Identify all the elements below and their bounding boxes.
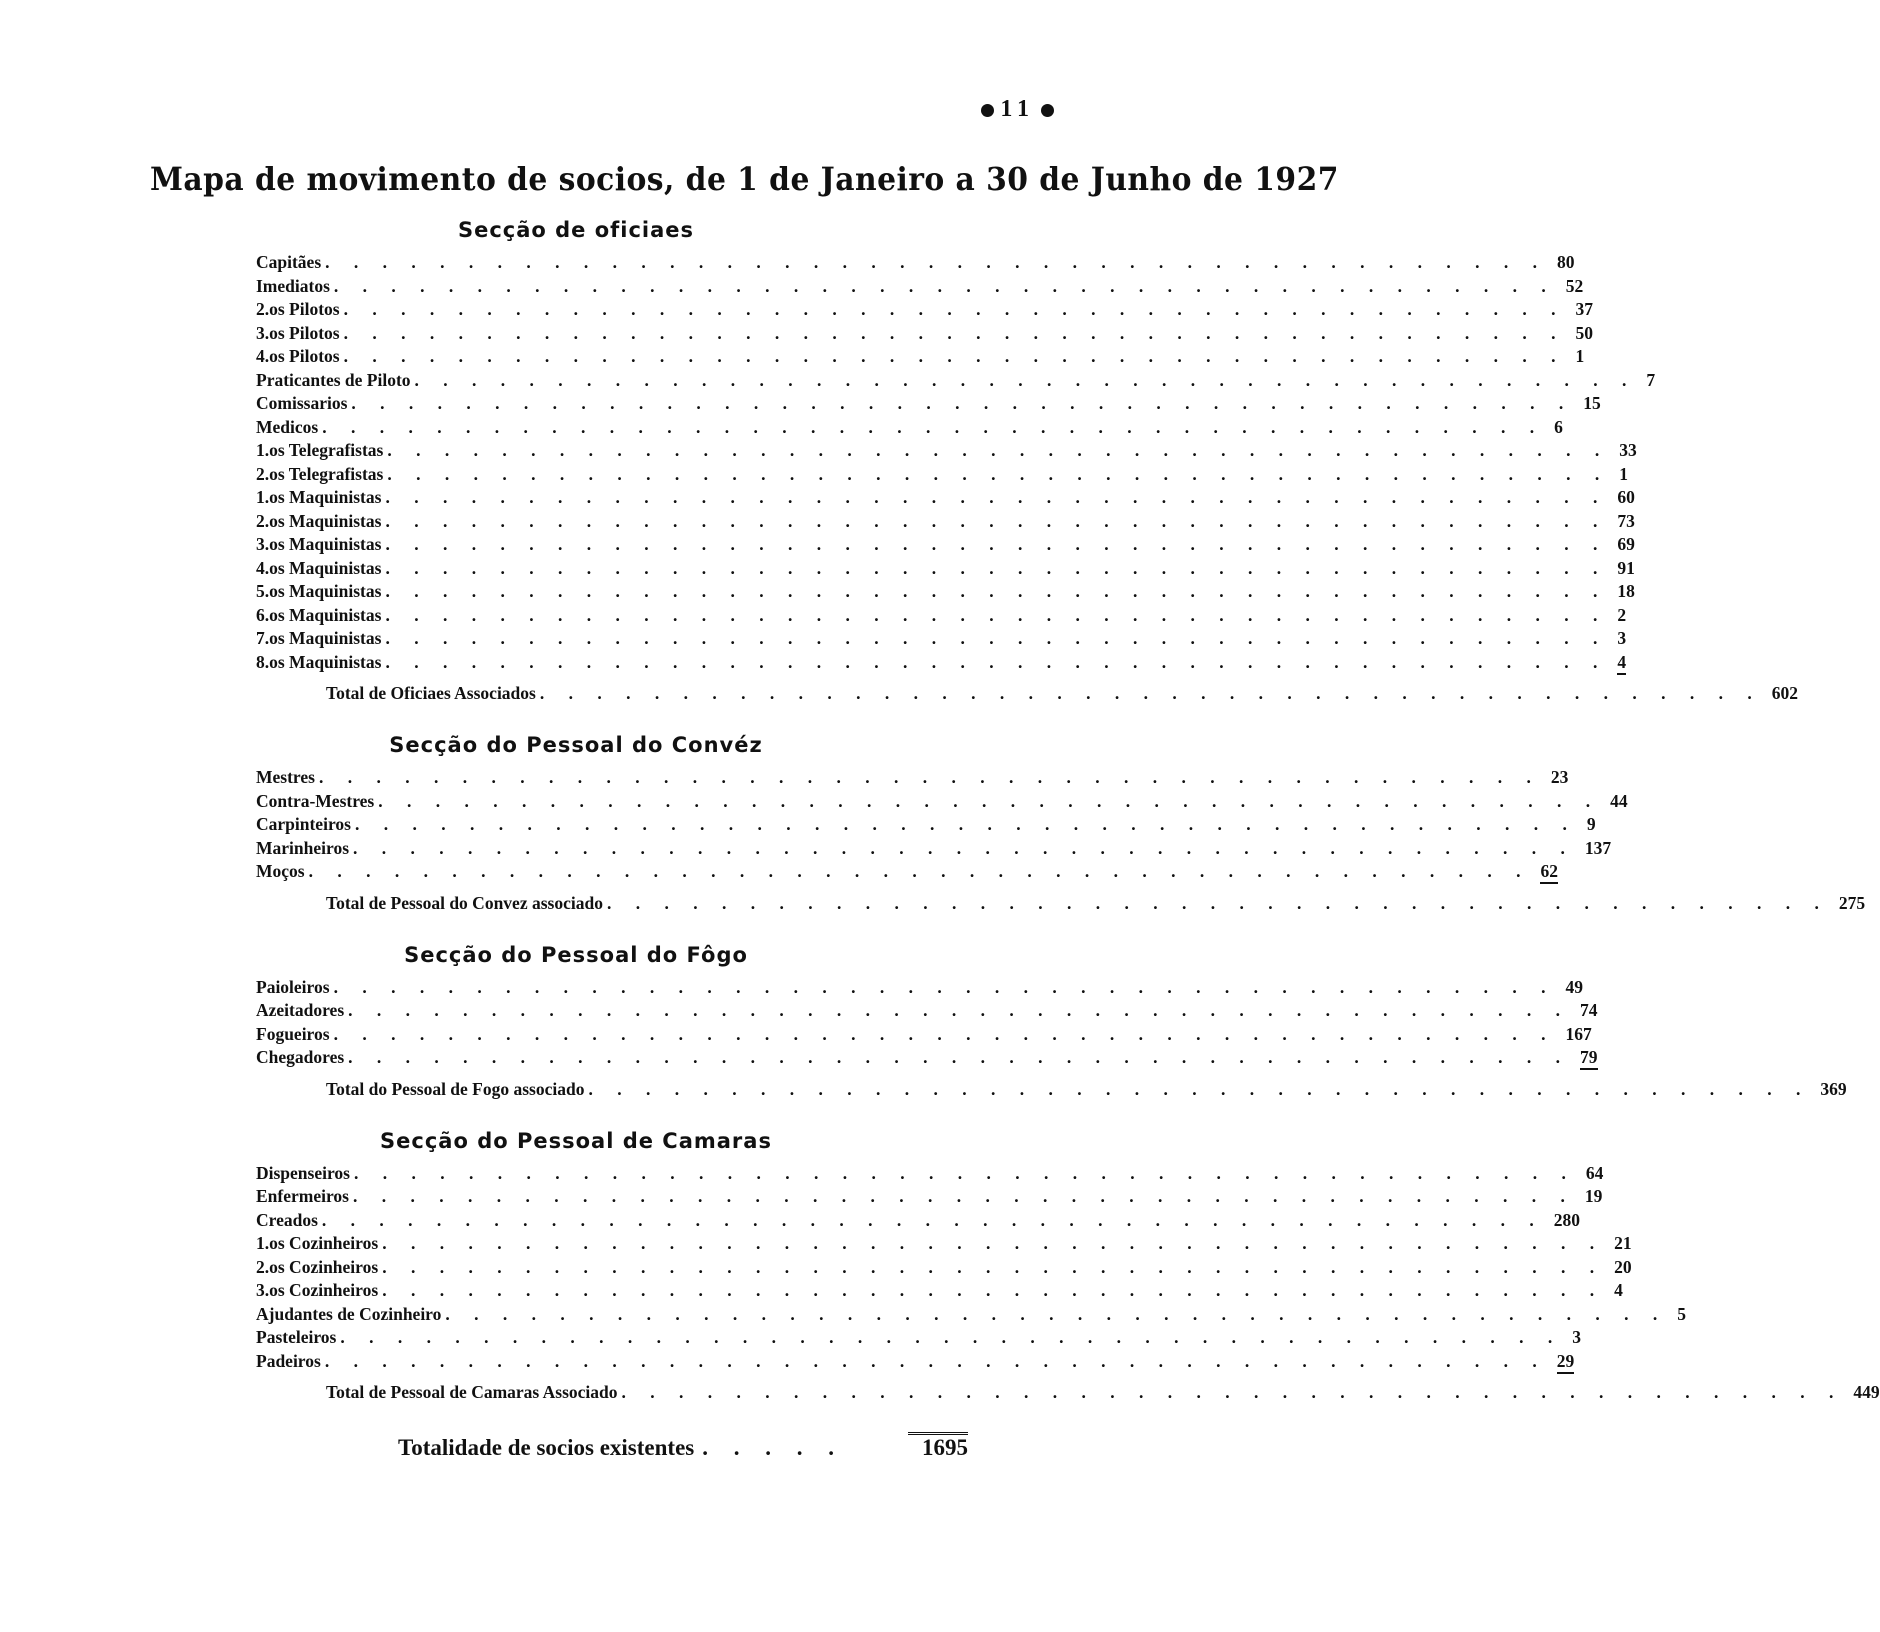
row-value: 19 [1584, 1186, 1603, 1206]
dot-leader: . . . . . . . . . . . . . . . . . . . . . . . . . . . . . . . . . . . . . . . . . . . [343, 299, 1566, 319]
table-row [256, 1023, 1592, 1048]
row-label: 3.os Cozinheiros [256, 1280, 379, 1300]
row-label: 4.os Maquinistas [256, 557, 382, 578]
row-value: 21 [1614, 1233, 1632, 1253]
row-value: 167 [1565, 1023, 1592, 1044]
section-total-value: 602 [1771, 683, 1798, 703]
grand-total-row [256, 1432, 968, 1461]
dot-leader: . . . . . [702, 1435, 844, 1460]
row-label: Ajudantes de Cozinheiro [256, 1303, 442, 1324]
row-value: 1 [1619, 463, 1628, 484]
page-number [975, 96, 1060, 123]
row-value: 9 [1586, 814, 1596, 834]
row-label: 7.os Maquinistas [256, 628, 382, 648]
row-label: 5.os Maquinistas [256, 581, 382, 601]
section-total-label: Total de Pessoal de Camaras Associado [326, 1382, 618, 1402]
row-value: 2 [1617, 604, 1627, 625]
dot-leader: . . . . . . . . . . . . . . . . . . . . . . . . . . . . . . . . . . . . . . . . . . . [318, 767, 1541, 787]
row-value: 74 [1580, 1000, 1598, 1020]
row-label: Fogueiros [256, 1023, 330, 1044]
table-row [256, 861, 1558, 885]
dot-leader: . . . . . . . . . . . . . . . . . . . . . . . . . . . . . . . . . . . . . . . . . . . [354, 814, 1577, 834]
dot-leader: . . . . . . . . . . . . . . . . . . . . . . . . . . . . . . . . . . . . . . . . . . . [387, 463, 1610, 484]
table-row [256, 1047, 1598, 1071]
table-row [256, 369, 1656, 394]
table-row [256, 416, 1563, 441]
membership-table [256, 218, 1880, 1461]
dot-leader: . . . . . . . . . . . . . . . . . . . . . . . . . . . . . . . . . . . . . . . . . . . [621, 1382, 1844, 1402]
table-row [256, 1303, 1687, 1328]
table-row [256, 275, 1584, 300]
bullet-icon [981, 104, 994, 117]
table-row [256, 487, 1635, 511]
dot-leader: . . . . . . . . . . . . . . . . . . . . . . . . . . . . . . . . . . . . . . . . . . . [414, 369, 1637, 390]
row-value: 37 [1575, 299, 1593, 319]
dot-leader: . . . . . . . . . . . . . . . . . . . . . . . . . . . . . . . . . . . . . . . . . . . [385, 510, 1608, 531]
dot-leader: . . . . . . . . . . . . . . . . . . . . . . . . . . . . . . . . . . . . . . . . . . . [351, 393, 1574, 413]
row-label: 4.os Pilotos [256, 346, 340, 366]
row-label: Comissarios [256, 393, 348, 413]
dot-leader: . . . . . . . . . . . . . . . . . . . . . . . . . . . . . . . . . . . . . . . . . . . [385, 651, 1608, 672]
row-value: 4 [1617, 652, 1626, 675]
section-total-value: 369 [1820, 1078, 1847, 1099]
dot-leader: . . . . . . . . . . . . . . . . . . . . . . . . . . . . . . . . . . . . . . . . . . . [343, 346, 1566, 366]
dot-leader: . . . . . . . . . . . . . . . . . . . . . . . . . . . . . . . . . . . . . . . . . . . [348, 1047, 1571, 1067]
row-value: 50 [1575, 322, 1593, 343]
section [256, 733, 1866, 921]
section-total-row [256, 1382, 1880, 1410]
section-rows [256, 976, 1598, 1071]
section [256, 218, 1798, 711]
row-label: 2.os Pilotos [256, 299, 340, 319]
row-label: 3.os Pilotos [256, 322, 340, 343]
row-label: 2.os Cozinheiros [256, 1256, 379, 1277]
dot-leader: . . . . . . . . . . . . . . . . . . . . . . . . . . . . . . . . . . . . . . . . . . . [308, 861, 1531, 881]
row-value: 6 [1554, 416, 1563, 437]
row-value: 80 [1557, 252, 1575, 272]
row-label: 1.os Cozinheiros [256, 1233, 379, 1253]
row-value: 7 [1646, 369, 1656, 390]
dot-leader: . . . . . . . . . . . . . . . . . . . . . . . . . . . . . . . . . . . . . . . . . . . [343, 322, 1566, 343]
dot-leader: . . . . . . . . . . . . . . . . . . . . . . . . . . . . . . . . . . . . . . . . . . . [325, 252, 1548, 272]
row-label: Moços [256, 861, 305, 881]
section-total-row [256, 892, 1866, 921]
section-title: Secção de oficiaes [457, 218, 695, 242]
table-row [256, 767, 1569, 791]
row-value: 4 [1614, 1280, 1623, 1300]
row-label: Praticantes de Piloto [256, 369, 411, 390]
row-label: 3.os Maquinistas [256, 534, 382, 554]
dot-leader: . . . . . . . . . . . . . . . . . . . . . . . . . . . . . . . . . . . . . . . . . . . [333, 275, 1556, 296]
table-row [256, 604, 1627, 629]
dot-leader: . . . . . . . . . . . . . . . . . . . . . . . . . . . . . . . . . . . . . . . . . . . [385, 581, 1608, 601]
row-value: 20 [1614, 1256, 1632, 1277]
row-value: 23 [1550, 767, 1569, 787]
row-value: 15 [1583, 393, 1601, 413]
dot-leader: . . . . . . . . . . . . . . . . . . . . . . . . . . . . . . . . . . . . . . . . . . . [445, 1303, 1668, 1324]
dot-leader: . . . . . . . . . . . . . . . . . . . . . . . . . . . . . . . . . . . . . . . . . . . [322, 416, 1545, 437]
table-row [256, 581, 1635, 605]
dot-leader: . . . . . . . . . . . . . . . . . . . . . . . . . . . . . . . . . . . . . . . . . . . [378, 790, 1601, 811]
row-label: Capitães [256, 252, 322, 272]
row-label: Pasteleiros [256, 1327, 337, 1347]
table-row [256, 1350, 1575, 1375]
table-row [256, 510, 1635, 535]
table-row [256, 1186, 1603, 1210]
row-label: Enfermeiros [256, 1186, 349, 1206]
row-label: 6.os Maquinistas [256, 604, 382, 625]
dot-leader: . . . . . . . . . . . . . . . . . . . . . . . . . . . . . . . . . . . . . . . . . . . [340, 1327, 1563, 1347]
dot-leader: . . . . . . . . . . . . . . . . . . . . . . . . . . . . . . . . . . . . . . . . . . . [324, 1350, 1547, 1371]
table-row [256, 814, 1596, 838]
row-value: 1 [1575, 346, 1585, 366]
section-total-row [256, 1078, 1847, 1107]
row-value: 29 [1557, 1351, 1575, 1374]
section-rows [256, 252, 1656, 675]
row-value: 33 [1619, 440, 1637, 460]
dot-leader: . . . . . . . . . . . . . . . . . . . . . . . . . . . . . . . . . . . . . . . . . . . [606, 892, 1829, 913]
table-row [256, 557, 1635, 582]
table-row [256, 346, 1585, 370]
row-label: Mestres [256, 767, 315, 787]
table-row [256, 651, 1627, 676]
row-label: Contra-Mestres [256, 790, 375, 811]
row-label: Marinheiros [256, 837, 350, 858]
table-row [256, 790, 1628, 815]
row-label: Chegadores [256, 1047, 345, 1067]
row-value: 91 [1617, 557, 1635, 578]
table-row [256, 252, 1575, 276]
row-label: 2.os Telegrafistas [256, 463, 384, 484]
table-row [256, 440, 1637, 464]
dot-leader: . . . . . . . . . . . . . . . . . . . . . . . . . . . . . . . . . . . . . . . . . . . [539, 683, 1762, 703]
section-total-label: Total do Pessoal de Fogo associado [326, 1078, 585, 1099]
row-value: 18 [1617, 581, 1635, 601]
section-rows [256, 767, 1628, 885]
row-value: 44 [1610, 790, 1628, 811]
row-value: 137 [1584, 837, 1612, 858]
dot-leader: . . . . . . . . . . . . . . . . . . . . . . . . . . . . . . . . . . . . . . . . . . . [348, 1000, 1570, 1020]
dot-leader: . . . . . . . . . . . . . . . . . . . . . . . . . . . . . . . . . . . . . . . . . . . [382, 1280, 1605, 1300]
dot-leader: . . . . . . . . . . . . . . . . . . . . . . . . . . . . . . . . . . . . . . . . . . . [333, 1023, 1556, 1044]
section [256, 942, 1847, 1107]
table-row [256, 837, 1612, 862]
bullet-icon [1041, 104, 1054, 117]
dot-leader: . . . . . . . . . . . . . . . . . . . . . . . . . . . . . . . . . . . . . . . . . . . [354, 1162, 1576, 1183]
row-label: Imediatos [256, 275, 330, 296]
table-row [256, 299, 1593, 323]
table-row [256, 463, 1628, 488]
row-value: 73 [1617, 510, 1635, 531]
row-value: 3 [1617, 628, 1627, 648]
row-value: 69 [1617, 534, 1635, 554]
row-value: 3 [1572, 1327, 1581, 1347]
section-total-row [256, 683, 1798, 711]
section-total-value: 275 [1838, 892, 1866, 913]
row-value: 52 [1565, 275, 1584, 296]
section-rows [256, 1162, 1687, 1375]
row-value: 60 [1617, 487, 1635, 507]
row-value: 64 [1585, 1162, 1604, 1183]
dot-leader: . . . . . . . . . . . . . . . . . . . . . . . . . . . . . . . . . . . . . . . . . . . [353, 1186, 1575, 1206]
section-title: Secção do Pessoal do Convéz [389, 733, 763, 757]
row-label: Azeitadores [256, 1000, 345, 1020]
dot-leader: . . . . . . . . . . . . . . . . . . . . . . . . . . . . . . . . . . . . . . . . . . . [321, 1209, 1544, 1230]
section-title: Secção do Pessoal de Camaras [380, 1128, 772, 1153]
row-label: 2.os Maquinistas [256, 510, 382, 531]
row-label: Dispenseiros [256, 1162, 350, 1183]
table-row [256, 1327, 1581, 1351]
row-label: 8.os Maquinistas [256, 651, 382, 672]
dot-leader: . . . . . . . . . . . . . . . . . . . . . . . . . . . . . . . . . . . . . . . . . . . [382, 1233, 1605, 1253]
row-value: 49 [1565, 976, 1583, 997]
table-row [256, 1256, 1632, 1281]
table-row [256, 534, 1635, 558]
table-row [256, 1280, 1623, 1304]
dot-leader: . . . . . . . . . . . . . . . . . . . . . . . . . . . . . . . . . . . . . . . . . . . [387, 440, 1610, 460]
section-title: Secção do Pessoal do Fôgo [404, 942, 748, 967]
row-label: Carpinteiros [256, 814, 351, 834]
row-label: Medicos [256, 416, 319, 437]
table-row [256, 1209, 1581, 1234]
dot-leader: . . . . . . . . . . . . . . . . . . . . . . . . . . . . . . . . . . . . . . . . . . . [385, 534, 1608, 554]
row-value: 5 [1677, 1303, 1687, 1324]
dot-leader: . . . . . . . . . . . . . . . . . . . . . . . . . . . . . . . . . . . . . . . . . . . [385, 628, 1608, 648]
dot-leader: . . . . . . . . . . . . . . . . . . . . . . . . . . . . . . . . . . . . . . . . . . . [385, 604, 1608, 625]
row-label: Padeiros [256, 1350, 321, 1371]
section [256, 1128, 1880, 1411]
dot-leader: . . . . . . . . . . . . . . . . . . . . . . . . . . . . . . . . . . . . . . . . . . . [382, 1256, 1605, 1277]
page-title: Mapa de movimento de socios, de 1 de Janeiro a 30 de Junho de 1927 [150, 160, 1339, 198]
dot-leader: . . . . . . . . . . . . . . . . . . . . . . . . . . . . . . . . . . . . . . . . . . . [385, 557, 1608, 578]
row-label: 1.os Maquinistas [256, 487, 382, 507]
row-label: Creados [256, 1209, 318, 1230]
dot-leader: . . . . . . . . . . . . . . . . . . . . . . . . . . . . . . . . . . . . . . . . . . . [385, 487, 1608, 507]
section-total-label: Total de Pessoal do Convez associado [326, 892, 603, 913]
row-value: 280 [1553, 1209, 1581, 1230]
table-row [256, 976, 1583, 1001]
dot-leader: . . . . . . . . . . . . . . . . . . . . . . . . . . . . . . . . . . . . . . . . . . . [588, 1078, 1811, 1099]
table-row [256, 628, 1627, 652]
grand-total-value: 1695 [908, 1432, 968, 1461]
row-label: 1.os Telegrafistas [256, 440, 384, 460]
table-row [256, 393, 1601, 417]
section-total-value: 449 [1853, 1382, 1880, 1402]
row-value: 79 [1580, 1047, 1598, 1070]
table-row [256, 322, 1593, 347]
row-value: 62 [1540, 861, 1558, 884]
page-number-text: 11 [1000, 96, 1035, 122]
section-total-label: Total de Oficiaes Associados [326, 683, 536, 703]
row-label: Paioleiros [256, 976, 330, 997]
table-row [256, 1162, 1604, 1187]
grand-total-label: Totalidade de socios existentes [398, 1435, 695, 1460]
dot-leader: . . . . . . . . . . . . . . . . . . . . . . . . . . . . . . . . . . . . . . . . . . . [353, 837, 1575, 858]
table-row [256, 1000, 1598, 1024]
dot-leader: . . . . . . . . . . . . . . . . . . . . . . . . . . . . . . . . . . . . . . . . . . . [333, 976, 1556, 997]
table-row [256, 1233, 1632, 1257]
